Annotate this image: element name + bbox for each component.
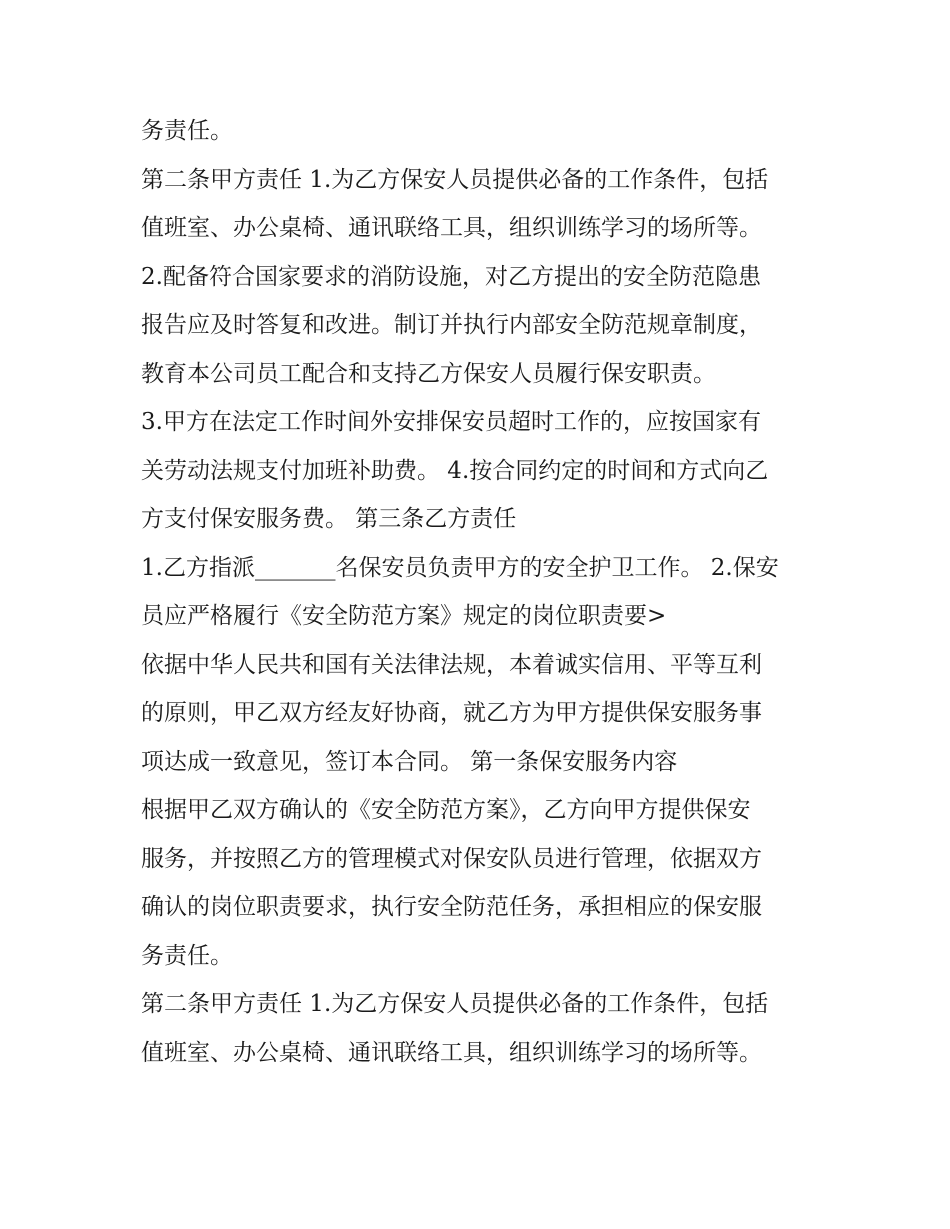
- text-line-4: 2.配备符合国家要求的消防设施，对乙方提出的安全防范隐患: [141, 263, 761, 290]
- text-line-8: 关劳动法规支付加班补助费。 4.按合同约定的时间和方式向乙: [141, 457, 769, 484]
- text-line-11: 员应严格履行《安全防范方案》规定的岗位职责要>: [141, 603, 667, 629]
- text-line-5: 报告应及时答复和改进。制订并执行内部安全防范规章制度，: [141, 312, 762, 338]
- text-line-2: 第二条甲方责任 1.为乙方保安人员提供必备的工作条件，包括: [141, 166, 769, 193]
- text-line-12: 依据中华人民共和国有关法律法规，本着诚实信用、平等互利: [141, 651, 762, 678]
- text-line-3: 值班室、办公桌椅、通讯联络工具，组织训练学习的场所等。: [141, 215, 762, 241]
- text-line-18: 务责任。: [141, 942, 233, 969]
- text-line-19: 第二条甲方责任 1.为乙方保安人员提供必备的工作条件，包括: [141, 991, 769, 1017]
- text-line-15: 根据甲乙双方确认的《安全防范方案》，乙方向甲方提供保安: [141, 797, 751, 823]
- text-line-6: 教育本公司员工配合和支持乙方保安人员履行保安职责。: [141, 360, 716, 387]
- text-line-9: 方支付保安服务费。 第三条乙方责任: [141, 506, 517, 532]
- contract-text-body: [141, 107, 821, 1077]
- text-line-10: 1.乙方指派_______名保安员负责甲方的安全护卫工作。 2.保安: [141, 554, 779, 581]
- text-line-14: 项达成一致意见，签订本合同。 第一条保安服务内容: [141, 748, 678, 775]
- text-line-13: 的原则，甲乙双方经友好协商，就乙方为甲方提供保安服务事: [141, 700, 762, 726]
- text-line-17: 确认的岗位职责要求，执行安全防范任务，承担相应的保安服: [141, 894, 762, 920]
- text-line-16: 服务，并按照乙方的管理模式对保安队员进行管理，依据双方: [141, 845, 762, 872]
- text-line-1: 务责任。: [141, 118, 233, 144]
- text-line-7: 3.甲方在法定工作时间外安排保安员超时工作的，应按国家有: [141, 409, 761, 435]
- text-line-20: 值班室、办公桌椅、通讯联络工具，组织训练学习的场所等。: [141, 1039, 762, 1066]
